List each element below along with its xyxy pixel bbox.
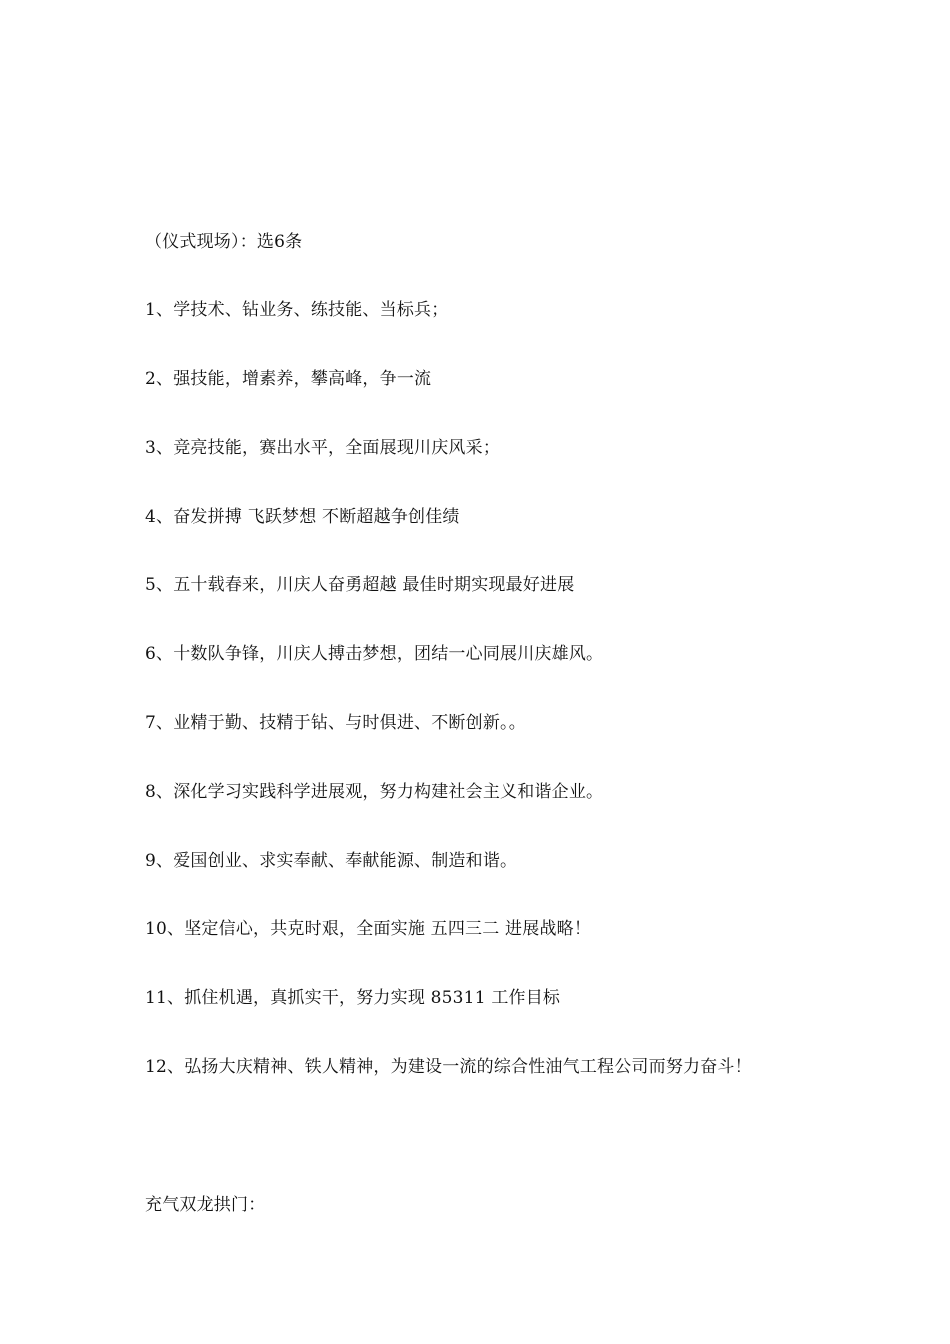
slogan-item-1: 1、学技术、钻业务、练技能、当标兵； bbox=[145, 300, 449, 320]
section-heading: （仪式现场）：选6条 bbox=[145, 232, 303, 252]
slogan-item-3: 3、竞亮技能，赛出水平，全面展现川庆风采； bbox=[145, 438, 501, 458]
slogan-item-11: 11、抓住机遇，真抓实干，努力实现 85311 工作目标 bbox=[145, 988, 561, 1008]
slogan-item-7: 7、业精于勤、技精于钻、与时俱进、不断创新。。 bbox=[145, 713, 526, 733]
slogan-item-5: 5、五十载春来，川庆人奋勇超越 最佳时期实现最好进展 bbox=[145, 575, 575, 595]
slogan-item-10: 10、坚定信心，共克时艰，全面实施 五四三二 进展战略！ bbox=[145, 919, 592, 939]
footer-heading: 充气双龙拱门： bbox=[145, 1195, 266, 1215]
slogan-item-12: 12、弘扬大庆精神、铁人精神，为建设一流的综合性油气工程公司而努力奋斗！ bbox=[145, 1057, 752, 1077]
slogan-item-2: 2、强技能，增素养，攀高峰，争一流 bbox=[145, 369, 432, 389]
slogan-item-6: 6、十数队争锋，川庆人搏击梦想，团结一心同展川庆雄风。 bbox=[145, 644, 604, 664]
slogan-item-9: 9、爱国创业、求实奉献、奉献能源、制造和谐。 bbox=[145, 851, 518, 871]
slogan-item-8: 8、深化学习实践科学进展观，努力构建社会主义和谐企业。 bbox=[145, 782, 604, 802]
slogan-item-4: 4、奋发拼搏 飞跃梦想 不断超越争创佳绩 bbox=[145, 507, 460, 527]
